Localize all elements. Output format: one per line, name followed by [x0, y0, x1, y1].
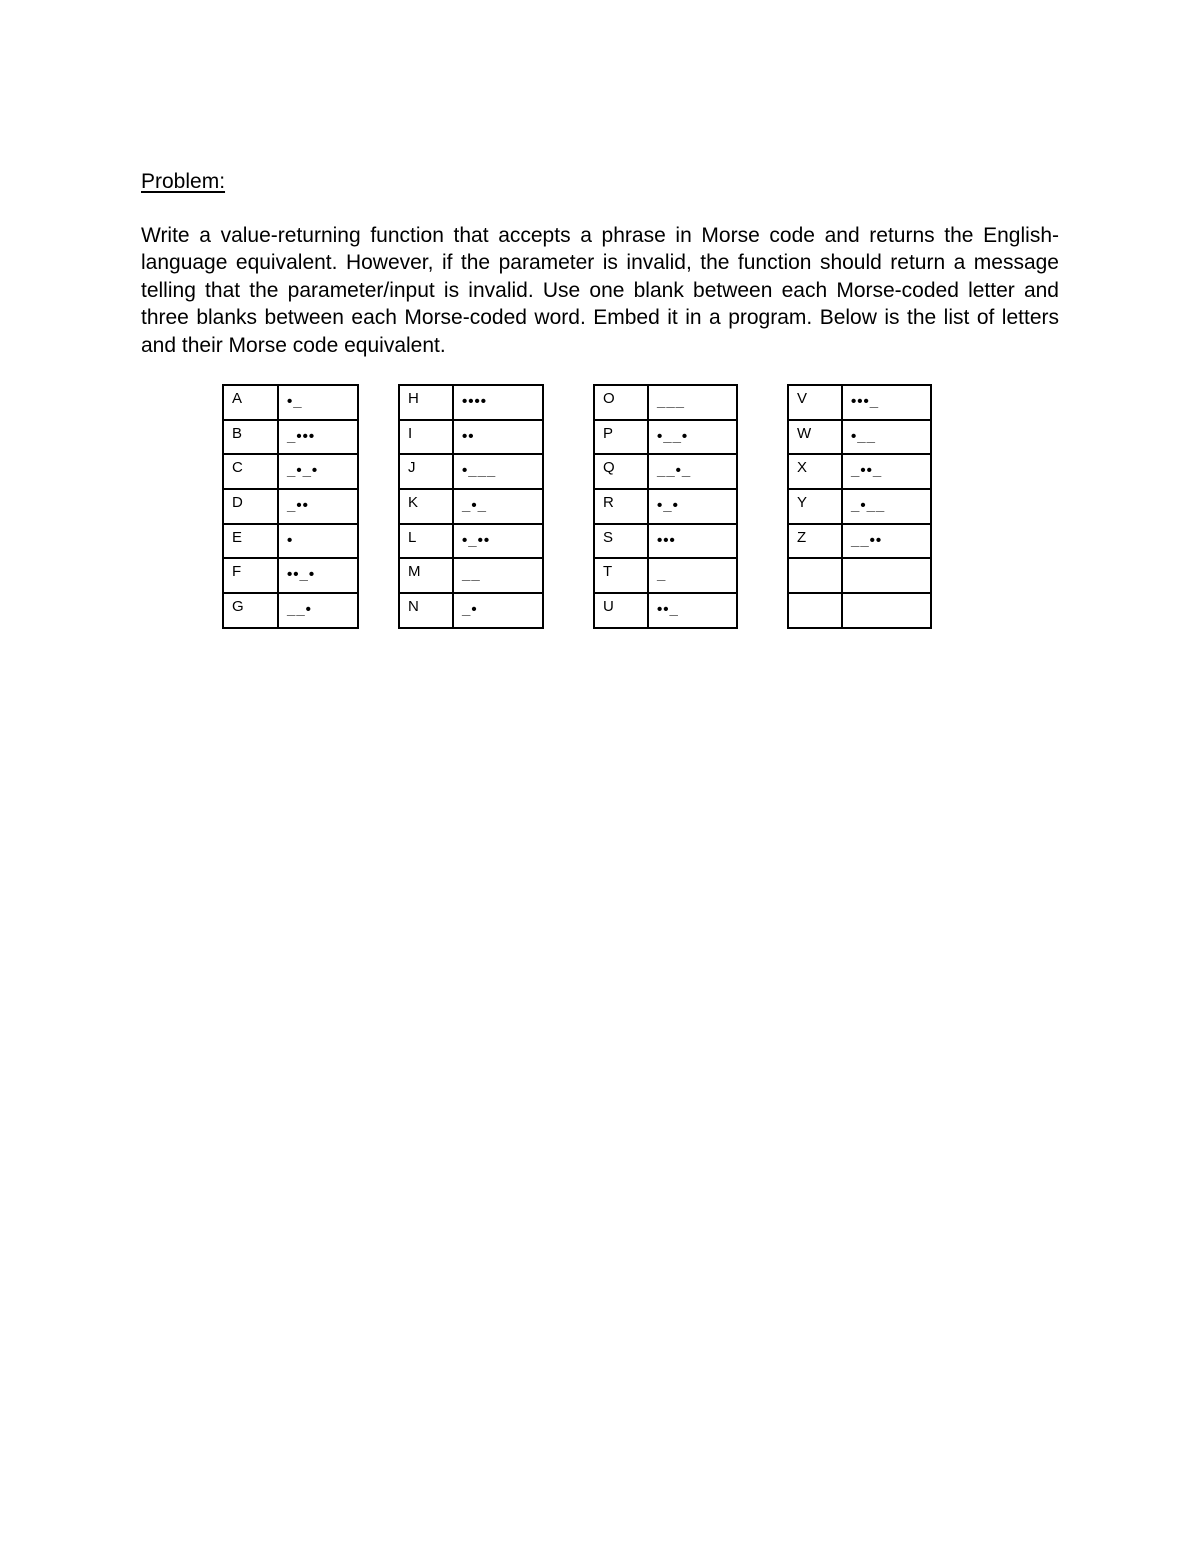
table-row	[594, 524, 737, 559]
table-row	[399, 489, 543, 524]
morse-code-cell: •_	[278, 385, 358, 420]
letter-cell: S	[594, 524, 648, 559]
morse-code-cell: _	[648, 558, 737, 593]
morse-code-cell: •_•	[648, 489, 737, 524]
morse-code-cell: _•_•	[278, 454, 358, 489]
letter-cell: G	[223, 593, 278, 628]
letter-cell: A	[223, 385, 278, 420]
table-row	[788, 524, 931, 559]
letter-cell: F	[223, 558, 278, 593]
morse-code-cell: •___	[453, 454, 543, 489]
letter-cell: E	[223, 524, 278, 559]
morse-table-h-n	[398, 384, 544, 629]
letter-cell: V	[788, 385, 842, 420]
letter-cell: U	[594, 593, 648, 628]
letter-cell: L	[399, 524, 453, 559]
table-row	[594, 593, 737, 628]
table-row	[399, 454, 543, 489]
morse-code-cell: •••	[648, 524, 737, 559]
table-row	[594, 489, 737, 524]
morse-code-cell: __•	[278, 593, 358, 628]
letter-cell: Y	[788, 489, 842, 524]
morse-code-cell: •__	[842, 420, 931, 455]
morse-code-cell	[842, 593, 931, 628]
morse-code-cell: ___	[648, 385, 737, 420]
morse-code-cell	[842, 558, 931, 593]
letter-cell: C	[223, 454, 278, 489]
morse-code-cell: _•_	[453, 489, 543, 524]
letter-cell: M	[399, 558, 453, 593]
letter-cell: B	[223, 420, 278, 455]
table-row	[223, 593, 358, 628]
letter-cell: I	[399, 420, 453, 455]
table-row	[223, 489, 358, 524]
table-row	[594, 558, 737, 593]
letter-cell: N	[399, 593, 453, 628]
table-row	[223, 385, 358, 420]
table-row	[788, 489, 931, 524]
morse-code-cell: _••	[278, 489, 358, 524]
letter-cell: P	[594, 420, 648, 455]
letter-cell: Z	[788, 524, 842, 559]
table-row	[399, 385, 543, 420]
morse-code-cell: ••••	[453, 385, 543, 420]
letter-cell: O	[594, 385, 648, 420]
morse-table-a-g	[222, 384, 359, 629]
morse-code-cell: _••_	[842, 454, 931, 489]
morse-code-cell: ••_	[648, 593, 737, 628]
morse-code-cell: __	[453, 558, 543, 593]
morse-table-o-u	[593, 384, 738, 629]
letter-cell: K	[399, 489, 453, 524]
morse-code-cell: •_••	[453, 524, 543, 559]
problem-heading: Problem:	[141, 170, 226, 193]
problem-description: Write a value-returning function that accepts a phrase in Morse code and returns the English-language equivalent. However, if the parameter is invalid, the function should return a message telling that the parameter/input is invalid. Use one blank between each Morse-coded letter and three blanks between each Morse-coded word. Embed it in a program. Below is the list of letters and their Morse code equivalent.	[141, 224, 1059, 357]
table-row	[788, 385, 931, 420]
morse-code-cell: __•_	[648, 454, 737, 489]
table-row	[223, 524, 358, 559]
morse-code-cell: •__•	[648, 420, 737, 455]
morse-code-cell: _•__	[842, 489, 931, 524]
table-row	[788, 558, 931, 593]
table-row	[399, 420, 543, 455]
table-row	[788, 593, 931, 628]
table-row	[594, 420, 737, 455]
letter-cell: H	[399, 385, 453, 420]
letter-cell: R	[594, 489, 648, 524]
morse-code-cell: __••	[842, 524, 931, 559]
morse-code-cell: ••_•	[278, 558, 358, 593]
morse-code-cell: •••_	[842, 385, 931, 420]
letter-cell: X	[788, 454, 842, 489]
table-row	[594, 385, 737, 420]
table-row	[223, 420, 358, 455]
letter-cell	[788, 558, 842, 593]
morse-table-v-z	[787, 384, 932, 629]
table-row	[594, 454, 737, 489]
letter-cell: J	[399, 454, 453, 489]
table-row	[399, 558, 543, 593]
letter-cell	[788, 593, 842, 628]
table-row	[223, 454, 358, 489]
morse-code-cell: _•	[453, 593, 543, 628]
letter-cell: T	[594, 558, 648, 593]
table-row	[788, 454, 931, 489]
table-row	[399, 593, 543, 628]
table-row	[399, 524, 543, 559]
letter-cell: W	[788, 420, 842, 455]
morse-code-cell: _•••	[278, 420, 358, 455]
morse-code-cell: ••	[453, 420, 543, 455]
table-row	[788, 420, 931, 455]
table-row	[223, 558, 358, 593]
morse-code-cell: •	[278, 524, 358, 559]
letter-cell: D	[223, 489, 278, 524]
letter-cell: Q	[594, 454, 648, 489]
